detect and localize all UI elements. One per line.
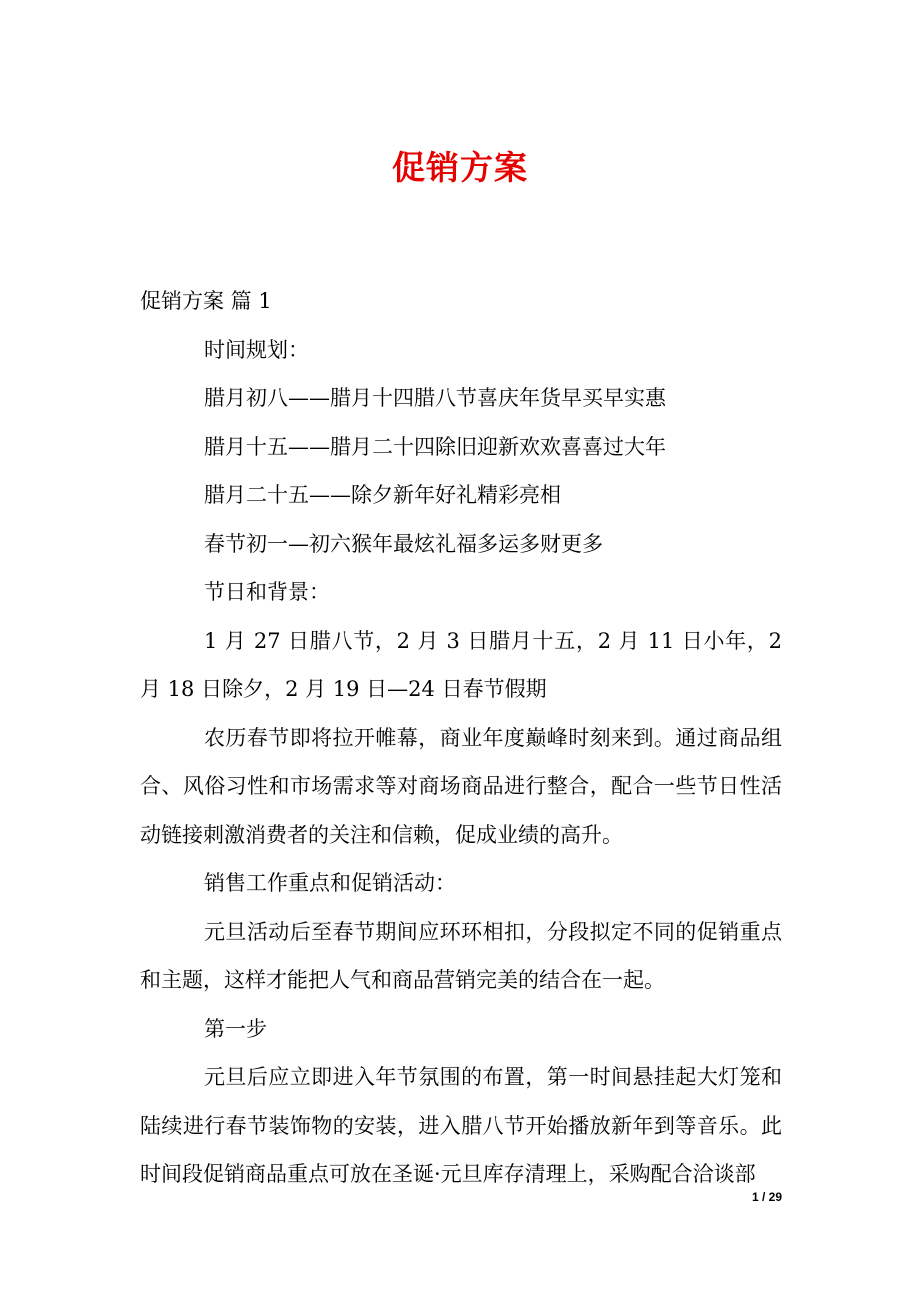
body-paragraph: 腊月二十五——除夕新年好礼精彩亮相: [204, 483, 561, 507]
body-paragraph: 销售工作重点和促销活动：: [204, 871, 456, 895]
body-paragraph: 时间规划：: [204, 337, 309, 362]
section-heading: 促销方案 篇 1: [140, 289, 272, 313]
body-paragraph: 元旦后应立即进入年节氛围的布置，第一时间悬挂起大灯笼和陆续进行春节装饰物的安装，进入腊八节开始播放新年到等音乐。此时间段促销商品重点可放在圣诞·元旦库存清理上，采购配合洽谈部: [140, 1065, 782, 1186]
body-paragraph: 农历春节即将拉开帷幕，商业年度巅峰时刻来到。通过商品组合、风俗习性和市场需求等对商场商品进行整合，配合一些节日性活动链接刺激消费者的关注和信赖，促成业绩的高升。: [140, 725, 782, 847]
body-paragraph: 腊月初八——腊月十四腊八节喜庆年货早买早实惠: [204, 386, 666, 410]
document-title: 促销方案: [392, 148, 528, 187]
body-paragraph: 春节初一—初六猴年最炫礼福多运多财更多: [204, 531, 603, 556]
body-paragraph: 第一步: [204, 1016, 267, 1041]
page-number: 1 / 29: [751, 1190, 782, 1204]
body-paragraph: 1 月 27 日腊八节，2 月 3 日腊月十五，2 月 11 日小年，2 月 18 日除夕，2 月 19 日—24 日春节假期: [140, 628, 782, 701]
document-body: [140, 277, 782, 1199]
body-paragraph: 节日和背景：: [204, 580, 330, 604]
body-paragraph: 腊月十五——腊月二十四除旧迎新欢欢喜喜过大年: [204, 434, 666, 459]
body-paragraph: 元旦活动后至春节期间应环环相扣，分段拟定不同的促销重点和主题，这样才能把人气和商品营销完美的结合在一起。: [140, 919, 782, 992]
